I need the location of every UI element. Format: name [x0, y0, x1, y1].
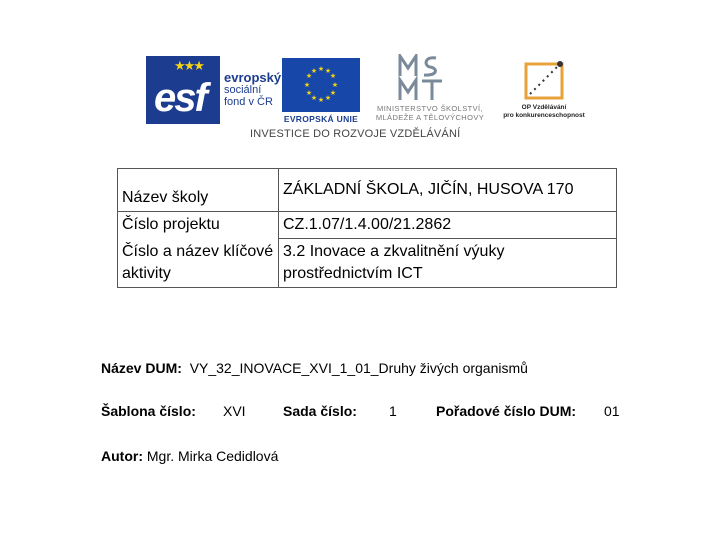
msmt-line2: MLÁDEŽE A TĚLOVÝCHOVY — [375, 113, 485, 122]
table-row — [118, 239, 617, 288]
esf-line3: fond v ČR — [224, 96, 273, 108]
svg-text:★: ★ — [303, 81, 311, 89]
svg-text:★: ★ — [310, 67, 318, 75]
row-label-activity: Číslo a název klíčové aktivity — [118, 239, 279, 288]
investice-tagline: INVESTICE DO ROZVOJE VZDĚLÁVÁNÍ — [250, 128, 461, 140]
esf-logo-letters: esf — [154, 76, 206, 120]
op-line1: OP Vzdělávání — [521, 104, 567, 111]
dum-line — [101, 360, 528, 376]
dum-label: Název DUM: — [101, 360, 182, 376]
esf-logo — [146, 56, 220, 124]
svg-text:★: ★ — [329, 89, 337, 97]
svg-text:★: ★ — [331, 81, 339, 89]
svg-text:★: ★ — [324, 94, 332, 102]
msmt-logo-icon — [398, 54, 444, 102]
esf-text — [224, 72, 281, 108]
svg-text:★: ★ — [317, 96, 325, 104]
row-label-school: Název školy — [118, 169, 279, 212]
esf-line1: evropský — [224, 70, 282, 85]
svg-text:★: ★ — [317, 65, 325, 73]
row-value-project: CZ.1.07/1.4.00/21.2862 — [279, 212, 617, 239]
op-text — [492, 104, 596, 120]
sada-value: 1 — [389, 403, 397, 419]
autor-label: Autor: — [101, 448, 143, 464]
autor-line — [101, 448, 278, 464]
table-row — [118, 212, 617, 239]
svg-text:★: ★ — [324, 67, 332, 75]
poradi-label: Pořadové číslo DUM: — [436, 403, 577, 419]
msmt-line1: MINISTERSTVO ŠKOLSTVÍ, — [377, 104, 483, 113]
eu-flag-icon — [282, 58, 360, 112]
svg-text:★: ★ — [305, 72, 313, 80]
eu-label: EVROPSKÁ UNIE — [283, 114, 359, 124]
msmt-text — [364, 104, 496, 122]
op-logo-icon — [520, 56, 568, 104]
logo-header — [140, 48, 590, 148]
svg-text:★: ★ — [305, 89, 313, 97]
svg-text:★: ★ — [329, 72, 337, 80]
row-value-school: ZÁKLADNÍ ŠKOLA, JIČÍN, HUSOVA 170 — [279, 169, 617, 212]
project-info-table — [117, 168, 617, 288]
stars-icon: ★★★ — [174, 58, 203, 73]
row-label-project: Číslo projektu — [118, 212, 279, 239]
sada-label: Sada číslo: — [283, 403, 357, 419]
poradi-value: 01 — [604, 403, 620, 419]
op-line2: pro konkurenceschopnost — [503, 112, 585, 119]
row-value-activity: 3.2 Inovace a zkvalitnění výuky prostřednictvím ICT — [279, 239, 617, 288]
dum-value: VY_32_INOVACE_XVI_1_01_Druhy živých organismů — [189, 360, 528, 376]
esf-line2: sociální — [224, 84, 262, 96]
autor-value: Mgr. Mirka Cedidlová — [146, 448, 279, 464]
svg-text:★: ★ — [310, 94, 318, 102]
sablona-value: XVI — [223, 403, 246, 419]
sablona-label: Šablona číslo: — [101, 403, 196, 419]
table-row — [118, 169, 617, 212]
